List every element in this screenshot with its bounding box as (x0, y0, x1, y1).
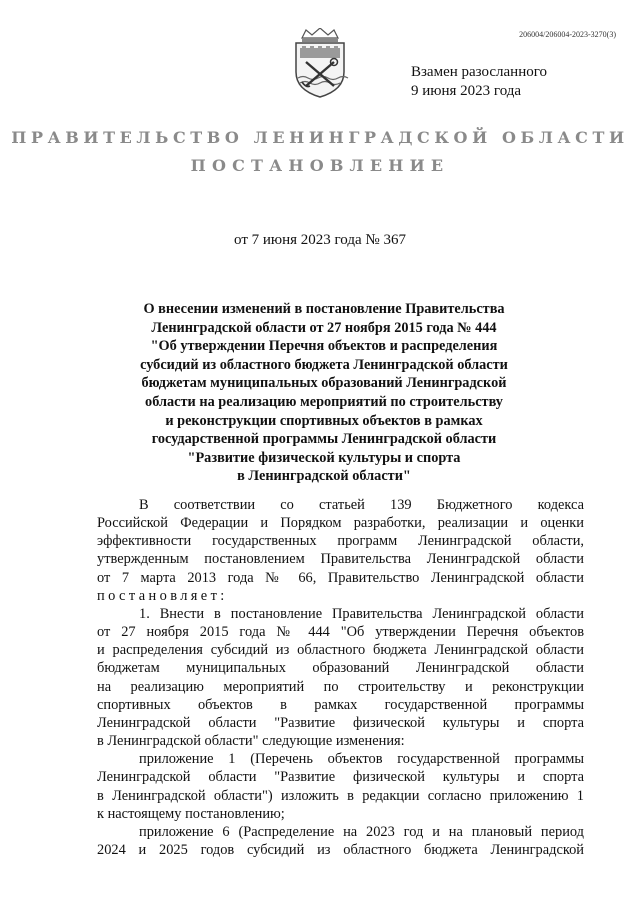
heading-line: области на реализацию мероприятий по строительству (145, 393, 503, 410)
heading-line: бюджетам муниципальных образований Ленинградской (141, 375, 507, 392)
document-body (97, 496, 584, 859)
body-line: 1. Внести в постановление Правительства Ленинградской области (139, 605, 584, 622)
body-line: на реализацию мероприятий по строительству и реконструкции (97, 678, 584, 695)
replacement-note (411, 63, 547, 101)
body-line: Ленинградской области "Развитие физической культуры и спорта (97, 769, 584, 786)
body-line: приложение 1 (Перечень объектов государственной программы (139, 751, 584, 768)
heading-line: "Развитие физической культуры и спорта (187, 449, 461, 466)
body-line: Российской Федерации и Порядком разработки, реализации и оценки (97, 515, 584, 532)
body-line: Ленинградской области "Развитие физической культуры и спорта (97, 714, 584, 731)
government-title: ПРАВИТЕЛЬСТВО ЛЕНИНГРАДСКОЙ ОБЛАСТИ (11, 128, 629, 147)
decree-word: постановляет: (97, 587, 228, 604)
body-line: в Ленинградской области") изложить в редакции согласно приложению 1 (97, 787, 584, 804)
document-heading (120, 300, 528, 486)
coat-of-arms-icon (288, 28, 352, 98)
replacement-note-line: 9 июня 2023 года (411, 83, 522, 99)
body-line: 2024 и 2025 годов субсидий из областного бюджета Ленинградской (97, 841, 584, 858)
document-date-number: от 7 июня 2023 года № 367 (234, 232, 406, 248)
document-type: ПОСТАНОВЛЕНИЕ (190, 156, 450, 175)
heading-line: государственной программы Ленинградской области (151, 431, 497, 448)
heading-line: О внесении изменений в постановление Правительства (143, 301, 505, 317)
body-line: и распределения субсидий из областного бюджета Ленинградской области (97, 642, 584, 659)
body-line: к настоящему постановлению; (97, 805, 285, 822)
body-line: утвержденным постановлением Правительства Ленинградской области (97, 551, 584, 568)
heading-line: "Об утверждении Перечня объектов и распределения (150, 338, 498, 355)
heading-line: в Ленинградской области" (237, 468, 411, 485)
body-line: от 7 марта 2013 года № 66, Правительство Ленинградской области (97, 569, 584, 586)
body-line: спортивных объектов в рамках государственной программы (97, 696, 584, 713)
heading-line: Ленинградской области от 27 ноября 2015 года № 444 (151, 319, 497, 336)
body-line: приложение 6 (Распределение на 2023 год и на плановый период (139, 823, 584, 840)
body-line: В соответствии со статьей 139 Бюджетного кодекса (139, 497, 584, 513)
replacement-note-line: Взамен разосланного (411, 64, 548, 80)
body-line: бюджетам муниципальных образований Ленинградской области (97, 660, 584, 677)
heading-line: и реконструкции спортивных объектов в рамках (165, 412, 483, 429)
document-id: 206004/206004-2023-3270(3) (519, 30, 616, 39)
body-line: в Ленинградской области" следующие изменения: (97, 733, 405, 750)
body-line: эффективности государственных программ Ленинградской области, (97, 533, 584, 550)
heading-line: субсидий из областного бюджета Ленинградской области (140, 356, 508, 373)
body-line: от 27 ноября 2015 года № 444 "Об утверждении Перечня объектов (97, 624, 584, 641)
